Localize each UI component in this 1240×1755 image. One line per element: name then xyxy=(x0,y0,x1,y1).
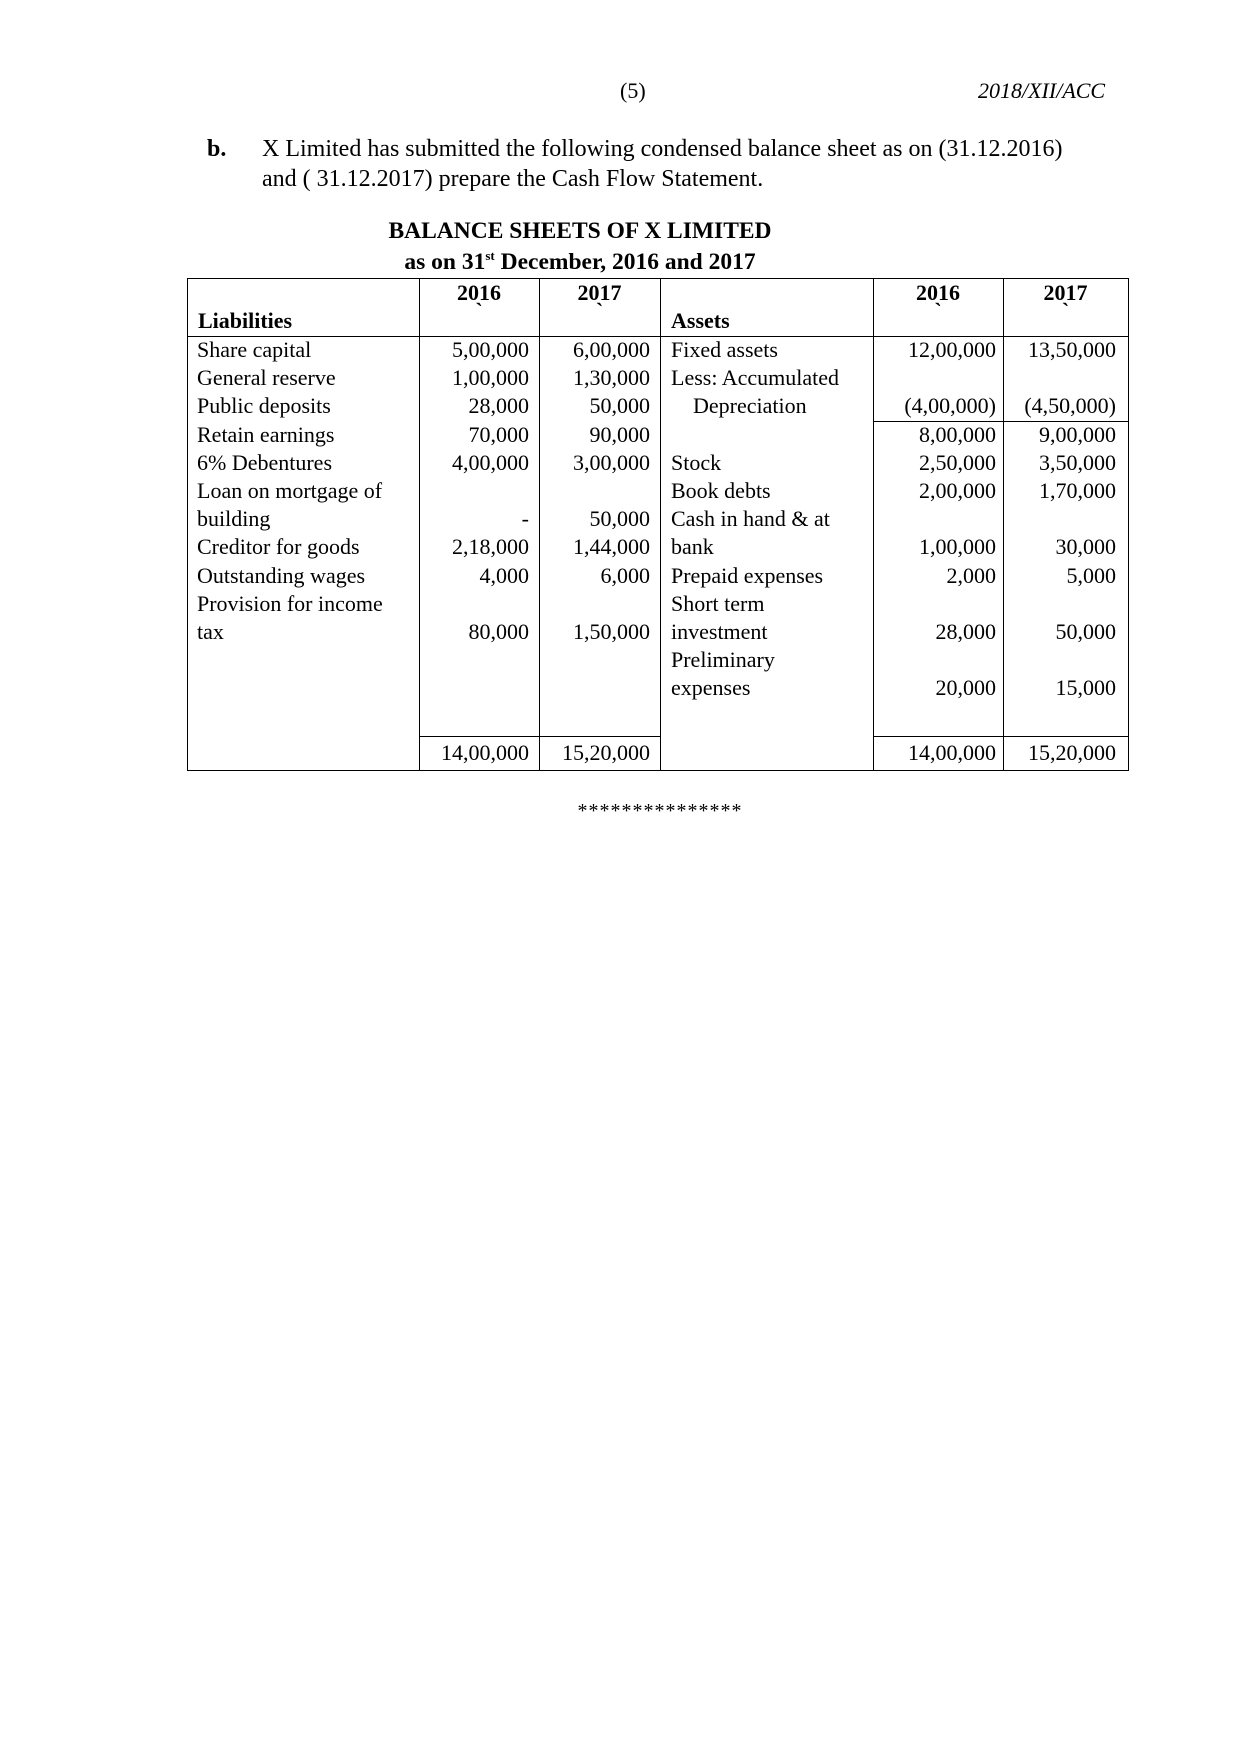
page-number: (5) xyxy=(620,78,646,103)
table-title-suffix: December, 2016 and 2017 xyxy=(494,249,756,275)
liabilities-value-2016: 4,00,000 xyxy=(452,449,529,475)
liabilities-value-2017: 1,30,000 xyxy=(573,365,650,391)
liabilities-value-2016: 5,00,000 xyxy=(452,337,529,362)
assets-label: expenses xyxy=(671,675,751,701)
assets-value-2017: 50,000 xyxy=(1055,619,1116,644)
assets-value-2017: 5,000 xyxy=(1066,562,1116,588)
question-text xyxy=(262,134,1202,194)
assets-total-2017: 15,20,000 xyxy=(1028,740,1116,765)
paper-code: 2018/XII/ACC xyxy=(978,78,1106,103)
assets-value-2017: (4,50,000) xyxy=(1024,393,1116,419)
liabilities-value-2017: 90,000 xyxy=(589,421,650,447)
liabilities-value-2017: 1,44,000 xyxy=(573,534,650,560)
assets-label: Book debts xyxy=(671,478,771,503)
question-label: b. xyxy=(207,136,227,162)
assets-total-2016: 14,00,000 xyxy=(908,740,996,765)
assets-label: Preliminary xyxy=(671,647,775,673)
assets-label: investment xyxy=(671,619,768,644)
currency-mark: ` xyxy=(934,298,942,323)
liabilities-value-2016: 70,000 xyxy=(468,421,529,447)
liabilities-header: Liabilities xyxy=(198,308,293,333)
assets-value-2016: 1,00,000 xyxy=(919,534,996,560)
liabilities-value-2016: 1,00,000 xyxy=(452,365,529,391)
table-title-superscript: st xyxy=(485,248,495,263)
liabilities-label: Loan on mortgage of xyxy=(197,478,383,503)
assets-label: Fixed assets xyxy=(671,337,778,362)
liabilities-value-2017: 50,000 xyxy=(589,393,650,419)
liabilities-label: Public deposits xyxy=(197,393,331,419)
column-divider xyxy=(660,279,661,770)
liabilities-label: building xyxy=(197,506,271,532)
liabilities-value-2016: 4,000 xyxy=(479,562,529,588)
table-title-line-2 xyxy=(300,247,860,278)
question-line-2: and ( 31.12.2017) prepare the Cash Flow Statement. xyxy=(262,166,764,192)
assets-label: Less: Accumulated xyxy=(671,365,840,391)
liabilities-value-2016: 28,000 xyxy=(468,393,529,419)
table-title-line-1: BALANCE SHEETS OF X LIMITED xyxy=(388,218,772,244)
assets-value-2016: 2,50,000 xyxy=(919,449,996,475)
assets-label: Prepaid expenses xyxy=(671,562,824,588)
assets-value-2017: 9,00,000 xyxy=(1039,421,1116,447)
assets-label: Stock xyxy=(671,449,722,475)
liabilities-label: Outstanding wages xyxy=(197,562,366,588)
liabilities-label: 6% Debentures xyxy=(197,449,333,475)
liabilities-value-2017: 6,00,000 xyxy=(573,337,650,362)
liabilities-label: Creditor for goods xyxy=(197,534,360,560)
liabilities-value-2016: - xyxy=(521,506,529,532)
currency-mark: ` xyxy=(475,298,483,323)
liabilities-label: tax xyxy=(197,619,224,644)
assets-value-2017: 15,000 xyxy=(1055,675,1116,701)
balance-sheet-table xyxy=(187,278,1129,771)
totals-rule-liabilities xyxy=(419,736,660,737)
assets-value-2017: 13,50,000 xyxy=(1028,337,1116,362)
liabilities-label: Retain earnings xyxy=(197,421,335,447)
assets-value-2016: 28,000 xyxy=(935,619,996,644)
assets-value-2016: 2,00,000 xyxy=(919,478,996,503)
liabilities-total-2016: 14,00,000 xyxy=(441,740,529,765)
assets-value-2016: 8,00,000 xyxy=(919,421,996,447)
liabilities-value-2017: 50,000 xyxy=(589,506,650,532)
assets-value-2017: 1,70,000 xyxy=(1039,478,1116,503)
liabilities-value-2017: 3,00,000 xyxy=(573,449,650,475)
year-2016-assets-header: 2016 xyxy=(916,280,960,305)
assets-label: Cash in hand & at xyxy=(671,506,830,532)
liabilities-label: Provision for income xyxy=(197,590,383,616)
currency-mark: ` xyxy=(1061,298,1070,323)
year-2016-liabilities-header: 2016 xyxy=(457,280,501,305)
totals-rule-assets xyxy=(873,736,1128,737)
end-marker: *************** xyxy=(577,800,743,822)
assets-value-2017: 30,000 xyxy=(1055,534,1116,560)
assets-value-2016: (4,00,000) xyxy=(904,393,996,419)
liabilities-value-2016: 80,000 xyxy=(468,619,529,644)
question-line-1: X Limited has submitted the following condensed balance sheet as on (31.12.2016) xyxy=(262,136,1063,162)
currency-mark: ` xyxy=(595,298,604,323)
liabilities-value-2016: 2,18,000 xyxy=(452,534,529,560)
assets-value-2016: 20,000 xyxy=(935,675,996,701)
assets-header: Assets xyxy=(671,308,730,333)
year-2017-liabilities-header: 2017 xyxy=(577,280,622,305)
assets-value-2016: 2,000 xyxy=(946,562,996,588)
assets-label: Short term xyxy=(671,590,765,616)
liabilities-total-2017: 15,20,000 xyxy=(562,740,650,765)
assets-value-2017: 3,50,000 xyxy=(1039,449,1116,475)
liabilities-label: Share capital xyxy=(197,337,312,362)
table-title-prefix: as on 31 xyxy=(404,249,486,275)
table-title xyxy=(300,216,860,278)
year-2017-assets-header: 2017 xyxy=(1043,280,1088,305)
assets-label: bank xyxy=(671,534,714,560)
assets-label: Depreciation xyxy=(693,393,807,419)
assets-value-2016: 12,00,000 xyxy=(908,337,996,362)
liabilities-value-2017: 1,50,000 xyxy=(573,619,650,644)
liabilities-label: General reserve xyxy=(197,365,336,391)
liabilities-value-2017: 6,000 xyxy=(600,562,650,588)
